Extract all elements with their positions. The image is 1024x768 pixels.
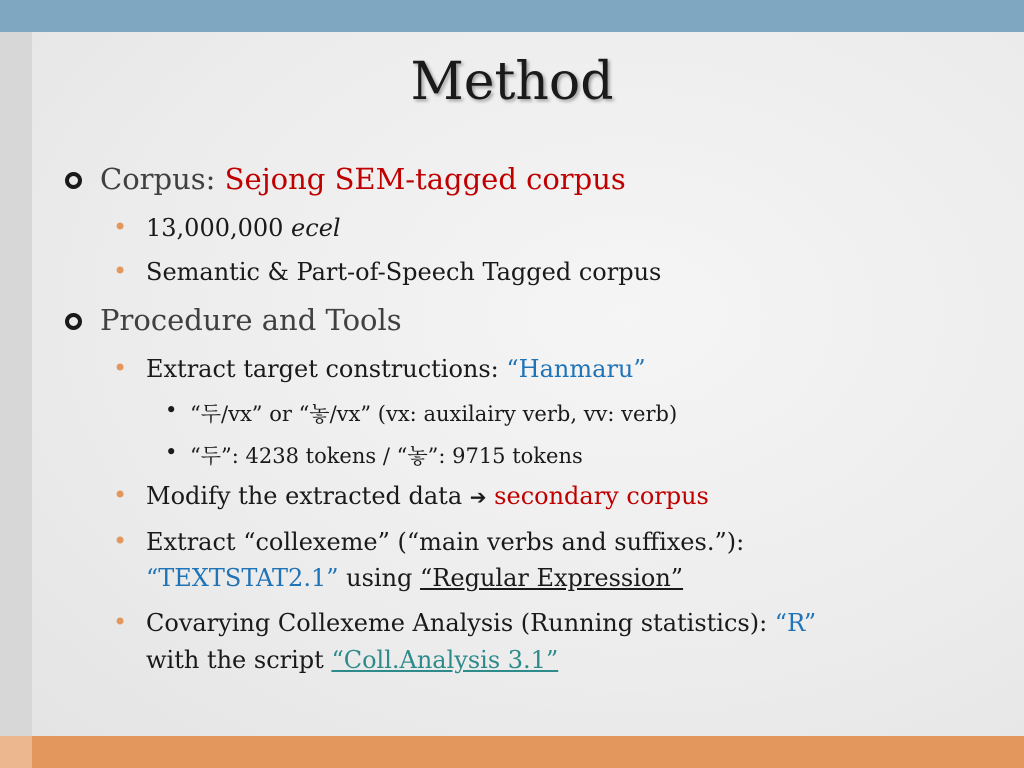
extract-label: Extract target constructions: (146, 355, 507, 383)
circle-bullet-icon (65, 172, 82, 189)
regex-link[interactable]: “Regular Expression” (420, 564, 684, 592)
top-accent-bar (0, 0, 1024, 32)
covarying-text: Covarying Collexeme Analysis (Running statistics): (146, 609, 775, 637)
dot-bullet-icon: • (113, 527, 128, 555)
bullet-collexeme (113, 527, 745, 556)
bullet-extract (113, 354, 646, 383)
right-arrow-icon: ➔ (469, 485, 487, 509)
dot-bullet-icon: • (113, 213, 128, 241)
bullet-covarying (113, 608, 817, 637)
dot-bullet-icon: • (113, 354, 128, 382)
dot-bullet-icon: • (113, 481, 128, 509)
bullet-modify (113, 481, 709, 510)
sub1-text: “두/vx” or “놓/vx” (vx: auxilairy verb, vv: verb) (190, 402, 678, 426)
procedure-heading: Procedure and Tools (100, 303, 402, 337)
bullet-corpus (100, 162, 626, 196)
count-unit: ecel (291, 214, 341, 242)
left-accent-strip (0, 32, 32, 736)
sub-bullet-tokens (165, 440, 583, 470)
bullet-tagged (113, 257, 662, 286)
slide-title: Method (410, 52, 614, 112)
textstat-tool: “TEXTSTAT2.1” (146, 564, 339, 592)
left-bottom-accent (0, 736, 32, 768)
covarying-line2 (146, 646, 558, 674)
extract-tool: “Hanmaru” (506, 355, 646, 383)
r-tool: “R” (774, 609, 817, 637)
tagged-text: Semantic & Part-of-Speech Tagged corpus (146, 258, 662, 286)
bottom-accent-bar (32, 736, 1024, 768)
collexeme-line1: Extract “collexeme” (“main verbs and suffixes.”): (146, 528, 745, 556)
circle-bullet-icon (65, 313, 82, 330)
dot-bullet-icon: • (113, 608, 128, 636)
dot-bullet-icon: • (165, 440, 178, 464)
using-text: using (338, 564, 421, 592)
bullet-count (113, 213, 341, 242)
corpus-label: Corpus: (100, 162, 225, 196)
sub2-text: “두”: 4238 tokens / “놓”: 9715 tokens (190, 444, 583, 468)
modify-label: Modify the extracted data (146, 482, 470, 510)
bullet-procedure (100, 303, 402, 337)
script-prefix: with the script (146, 646, 332, 674)
collexeme-line2 (146, 564, 683, 592)
dot-bullet-icon: • (113, 257, 128, 285)
dot-bullet-icon: • (165, 398, 178, 422)
modify-value: secondary corpus (494, 482, 709, 510)
count-number: 13,000,000 (146, 214, 292, 242)
sub-bullet-tags (165, 398, 678, 428)
script-link[interactable]: “Coll.Analysis 3.1” (331, 646, 559, 674)
corpus-value: Sejong SEM-tagged corpus (224, 162, 626, 196)
